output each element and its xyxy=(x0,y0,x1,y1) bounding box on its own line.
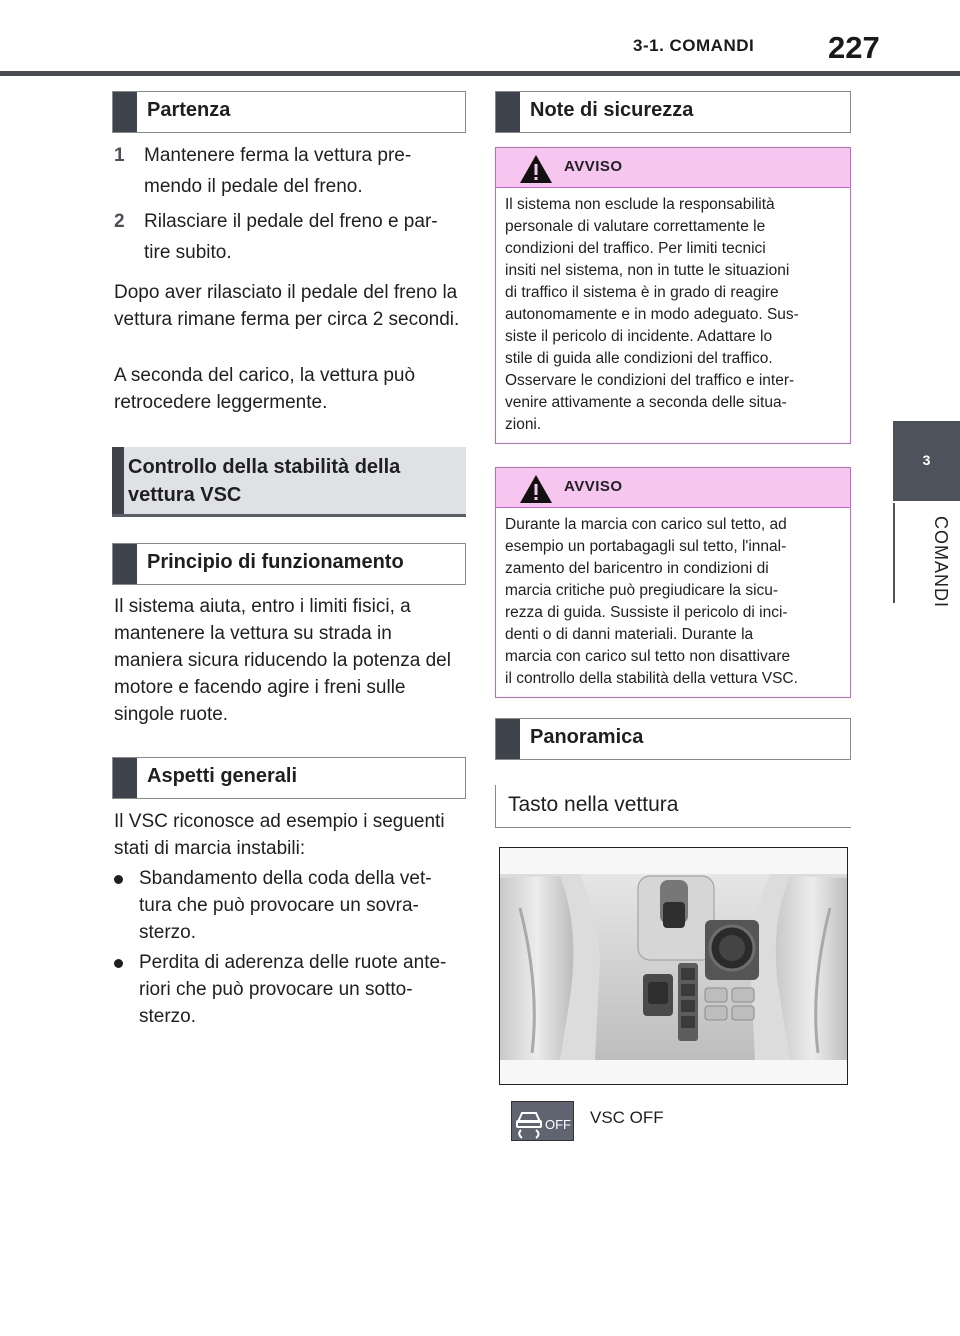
section-header-partenza xyxy=(112,91,466,133)
vsc-off-label: VSC OFF xyxy=(590,1108,664,1127)
section-header-aspetti xyxy=(112,757,466,799)
section-title: Partenza xyxy=(147,99,231,121)
section-header-bar xyxy=(112,447,124,514)
skidding-car-icon xyxy=(512,1102,575,1142)
section-header-bar xyxy=(496,719,520,759)
section-header-bar xyxy=(496,92,520,132)
section-header-note xyxy=(495,91,851,133)
warning-label: AVVISO xyxy=(564,478,623,495)
center-console-illustration xyxy=(499,847,848,1085)
bullet-dot xyxy=(114,959,123,968)
bullet-item xyxy=(114,949,474,1034)
section-header-bar xyxy=(113,758,137,798)
section-title: Panoramica xyxy=(530,726,644,748)
section-header-principio xyxy=(112,543,466,585)
section-title: Principio di funzionamento xyxy=(147,551,404,573)
paragraph: Il sistema aiuta, entro i limiti fisici, a mantenere la vettura su strada in maniera sicura riducendo la potenza del motore e facendo agire i freni sulle singole ruote. xyxy=(114,596,451,725)
warning-text: Durante la marcia con carico sul tetto, ad esempio un portabagagli sul tetto, l'innal- zamento del baricentro in condizioni di marcia critiche può pregiudicare la sicu- rezza di guida. Sussiste il pericolo di inci- denti o di danni materiali. Durante la marcia con carico sul tetto non disattivare il controllo della stabilità della vettura VSC. xyxy=(505,516,798,687)
warning-text: Il sistema non esclude la responsabilità personale di valutare correttamente le condizioni del traffico. Per limiti tecnici insiti nel sistema, non in tutte le situazioni di traffico il sistema è in grado di reagire autonomamente e in modo adeguato. Sus- siste il pericolo di incidente. Adattare lo stile di guida alle condizioni del traffico. Osservare le condizioni del traffico e inter- venire attivamente a seconda delle situa- zioni. xyxy=(505,196,799,433)
subheading-title: Tasto nella vettura xyxy=(508,793,679,816)
bullet-text: Sbandamento della coda della vet- tura che può provocare un sovra- sterzo. xyxy=(139,868,432,943)
bullet-dot xyxy=(114,875,123,884)
chapter-number: 3 xyxy=(922,452,931,468)
section-header-bar xyxy=(113,92,137,132)
header-rule xyxy=(0,71,960,76)
chapter-tab-line xyxy=(893,503,895,603)
paragraph: Il VSC riconosce ad esempio i seguenti stati di marcia instabili: xyxy=(114,811,445,859)
bullet-item xyxy=(114,865,474,950)
vsc-off-button-icon xyxy=(511,1101,574,1141)
paragraph: A seconda del carico, la vettura può retrocedere leggermente. xyxy=(114,365,416,413)
warning-label: AVVISO xyxy=(564,158,623,175)
section-header-panoramica xyxy=(495,718,851,760)
warning-header xyxy=(496,468,850,508)
chapter-heading-title xyxy=(128,453,400,509)
subheading-tasto xyxy=(495,785,851,828)
warning-triangle-icon xyxy=(518,473,554,505)
step-text: Rilasciare il pedale del freno e par- tire subito. xyxy=(144,211,438,263)
section-title: Note di sicurezza xyxy=(530,99,694,121)
chapter-heading-vsc xyxy=(112,447,466,517)
center-console-drawing xyxy=(500,848,848,1085)
warning-triangle-icon xyxy=(518,153,554,185)
section-header-bar xyxy=(113,544,137,584)
warning-header xyxy=(496,148,850,188)
bullet-text: Perdita di aderenza delle ruote ante- riori che può provocare un sotto- sterzo. xyxy=(139,952,447,1027)
page-number: 227 xyxy=(828,30,880,65)
warning-box xyxy=(495,467,851,698)
step-text: Mantenere ferma la vettura pre- mendo il pedale del freno. xyxy=(144,145,412,197)
warning-box xyxy=(495,147,851,444)
chapter-label: COMANDI xyxy=(931,516,951,608)
chapter-heading-line: Controllo della stabilità della xyxy=(128,456,401,478)
step-item xyxy=(114,206,474,268)
chapter-heading-line: vettura VSC xyxy=(128,484,242,506)
step-number: 2 xyxy=(114,211,125,232)
vsc-off-icon-text: OFF xyxy=(545,1117,571,1132)
section-title: Aspetti generali xyxy=(147,765,298,787)
chapter-tab xyxy=(893,421,960,501)
step-item xyxy=(114,140,474,202)
paragraph: Dopo aver rilasciato il pedale del freno la vettura rimane ferma per circa 2 secondi. xyxy=(114,282,460,330)
step-number: 1 xyxy=(114,145,125,166)
running-header-section: 3-1. COMANDI xyxy=(633,36,755,55)
